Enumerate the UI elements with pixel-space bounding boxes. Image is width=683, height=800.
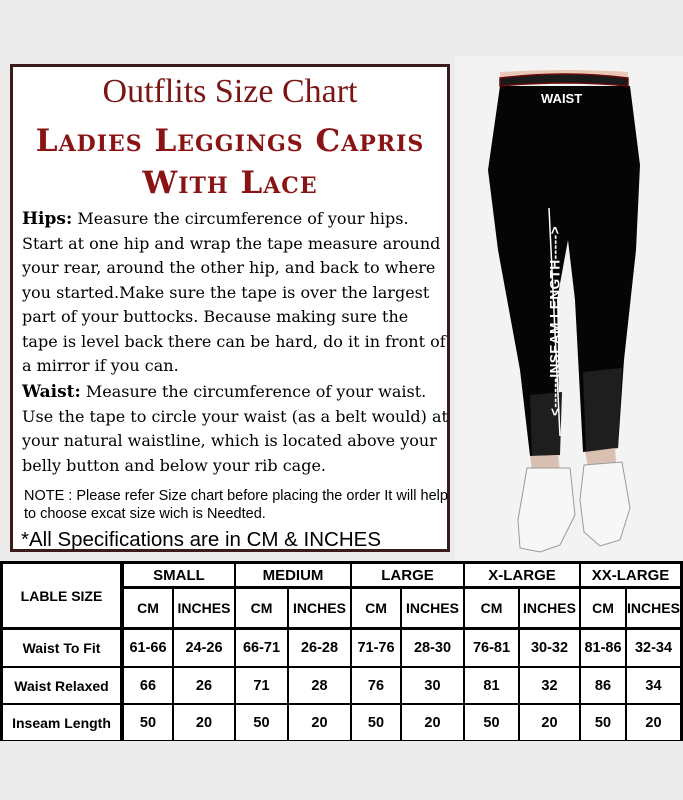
- waist-photo-label: WAIST: [541, 91, 583, 106]
- waist-text: Measure the circumference of your waist. Use the tape to circle your waist (as a belt would) at your natural waistline, which is located above your belly button and below your rib cage.: [22, 382, 448, 475]
- unit-header-cm: CM: [352, 589, 400, 627]
- unit-header-cm: CM: [236, 589, 287, 627]
- table-cell: 26: [174, 668, 234, 703]
- table-cell: 71-76: [352, 630, 400, 666]
- table-cell: 20: [289, 705, 350, 740]
- unit-header-cm: CM: [124, 589, 172, 627]
- table-cell: 50: [352, 705, 400, 740]
- table-cell: 50: [465, 705, 518, 740]
- table-cell: 20: [402, 705, 463, 740]
- table-cell: 86: [581, 668, 625, 703]
- unit-header-inches: INCHES: [627, 589, 680, 627]
- table-cell: 66-71: [236, 630, 287, 666]
- leggings-illustration: [455, 56, 683, 561]
- unit-header-cm: CM: [581, 589, 625, 627]
- table-cell: 28: [289, 668, 350, 703]
- unit-header-inches: INCHES: [289, 589, 350, 627]
- row-label: Waist Relaxed: [3, 668, 120, 703]
- leggings-photo: [455, 56, 683, 561]
- table-cell: 28-30: [402, 630, 463, 666]
- waist-instructions: [22, 380, 448, 478]
- table-cell: 66: [124, 668, 172, 703]
- table-cell: 20: [627, 705, 680, 740]
- unit-header-cm: CM: [465, 589, 518, 627]
- specifications-text: *All Specifications are in CM & INCHES: [21, 528, 382, 551]
- table-cell: 30: [402, 668, 463, 703]
- table-cell: 50: [124, 705, 172, 740]
- inseam-photo-label: <------INSEAM LENGTH----->: [547, 226, 563, 416]
- table-cell: 34: [627, 668, 680, 703]
- size-header-xx-large: XX-LARGE: [581, 564, 680, 586]
- size-header-medium: MEDIUM: [236, 564, 350, 586]
- table-cell: 61-66: [124, 630, 172, 666]
- hips-text: Measure the circumference of your hips. Start at one hip and wrap the tape measure around your rear, around the other hip, and back to where you started.Make sure the tape is over the largest part of your buttocks. Because making sure the tape is level back there can be hard, do it in front of a mirror if you can.: [22, 209, 446, 375]
- table-cell: 81-86: [581, 630, 625, 666]
- table-header-label: LABLE SIZE: [3, 564, 120, 627]
- hips-label: Hips:: [22, 209, 73, 229]
- unit-header-inches: INCHES: [520, 589, 579, 627]
- size-header-small: SMALL: [124, 564, 234, 586]
- table-cell: 71: [236, 668, 287, 703]
- hips-instructions: [22, 207, 448, 379]
- unit-header-inches: INCHES: [174, 589, 234, 627]
- table-cell: 32-34: [627, 630, 680, 666]
- table-cell: 76-81: [465, 630, 518, 666]
- table-cell: 20: [174, 705, 234, 740]
- brand-title: Outflits Size Chart: [102, 73, 358, 110]
- table-cell: 76: [352, 668, 400, 703]
- note-text: NOTE : Please refer Size chart before placing the order It will help to choose excat size wich is Needted.: [24, 488, 448, 522]
- row-label: Inseam Length: [3, 705, 120, 740]
- size-header-x-large: X-LARGE: [465, 564, 579, 586]
- size-guide-card: [10, 64, 450, 552]
- table-cell: 50: [236, 705, 287, 740]
- product-title-line-2: With Lace: [142, 165, 318, 201]
- table-cell: 50: [581, 705, 625, 740]
- waist-label: Waist:: [22, 382, 81, 402]
- table-cell: 24-26: [174, 630, 234, 666]
- table-cell: 81: [465, 668, 518, 703]
- unit-header-inches: INCHES: [402, 589, 463, 627]
- row-label: Waist To Fit: [3, 630, 120, 666]
- table-cell: 32: [520, 668, 579, 703]
- product-title-line-1: Ladies Leggings Capris: [35, 123, 425, 159]
- table-cell: 26-28: [289, 630, 350, 666]
- size-header-large: LARGE: [352, 564, 463, 586]
- table-cell: 30-32: [520, 630, 579, 666]
- table-cell: 20: [520, 705, 579, 740]
